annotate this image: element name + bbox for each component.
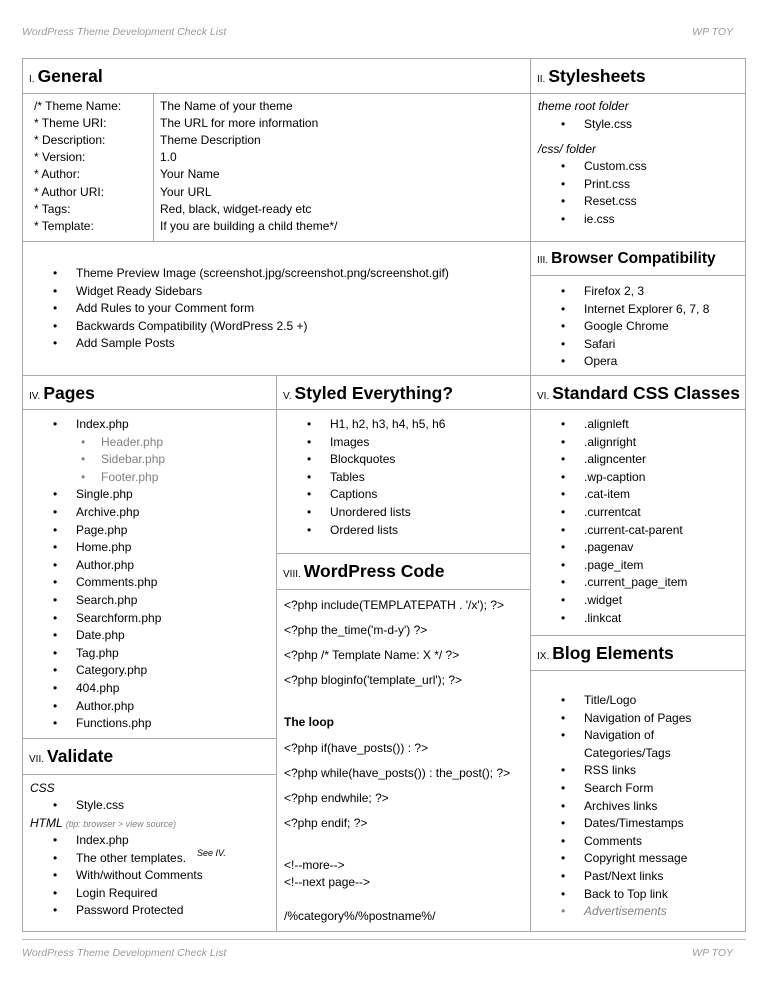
general-field-value: If you are building a child theme*/ <box>160 218 338 233</box>
pages-title: Pages <box>43 383 95 403</box>
general-field-label: * Tags: <box>34 201 71 216</box>
general-field-label: * Author: <box>34 167 81 182</box>
css-class-item: • .current-cat-parent <box>539 522 687 540</box>
browser-item: • Google Chrome <box>539 318 709 336</box>
css-class-item: • .aligncenter <box>539 451 687 469</box>
code-line-template-name: <?php /* Template Name: X */ ?> <box>284 648 460 662</box>
code-line-include: <?php include(TEMPLATEPATH . '/x'); ?> <box>284 598 505 612</box>
general-field-label: /* Theme Name: <box>34 99 122 113</box>
validate-html-item: • Password Protected <box>31 902 203 920</box>
css-class-item: • .currentcat <box>539 504 687 522</box>
code-permalink: /%category%/%postname%/ <box>284 909 436 923</box>
stylesheet-item: • ie.css <box>539 211 647 229</box>
blog-item: • Past/Next links <box>539 868 691 886</box>
general-field-label: * Author URI: <box>34 184 105 199</box>
footer-right: WP TOY <box>692 947 733 959</box>
css-classes-list <box>530 410 746 636</box>
general-field-label: * Template: <box>34 218 94 233</box>
stylesheet-item: • Print.css <box>539 176 647 194</box>
validate-title: Validate <box>47 746 114 766</box>
general-field-value: Red, black, widget-ready etc <box>160 201 312 216</box>
code-loop-title: The loop <box>284 715 334 729</box>
general-item: • Add Rules to your Comment form <box>31 300 449 318</box>
validate-html-item: • With/without Comments <box>31 867 203 885</box>
blog-item: • Back to Top link <box>539 886 691 904</box>
page-item: • Comments.php <box>31 574 165 592</box>
stylesheet-item: • Style.css <box>539 116 632 134</box>
general-item: • Add Sample Posts <box>31 335 449 353</box>
header-right: WP TOY <box>692 26 733 38</box>
general-field-label: * Version: <box>34 150 86 165</box>
validate-html-item: • Index.php <box>31 832 203 850</box>
css-class-item: • .page_item <box>539 557 687 575</box>
stylesheets-list <box>530 94 746 242</box>
page-subitem: • Header.php <box>31 434 165 452</box>
css-class-item: • .linkcat <box>539 610 687 628</box>
blog-item: • Search Form <box>539 780 691 798</box>
page-item: • Date.php <box>31 627 165 645</box>
page-item: • Archive.php <box>31 504 165 522</box>
blog-title: Blog Elements <box>552 643 674 663</box>
styled-item: • Images <box>285 434 445 452</box>
css-classes-heading: VI. Standard CSS Classes <box>530 376 746 410</box>
blog-item: • Navigation of Pages <box>539 710 691 728</box>
stylesheets-title: Stylesheets <box>548 66 646 86</box>
stylesheets-heading: II. Stylesheets <box>530 58 746 94</box>
blog-item-advertisements: • Advertisements <box>539 903 691 921</box>
page-item: • 404.php <box>31 680 165 698</box>
pages-list <box>22 410 276 739</box>
stylesheet-item: • Custom.css <box>539 158 647 176</box>
blog-list <box>530 671 746 932</box>
styled-heading: V. Styled Everything? <box>276 376 530 410</box>
code-more: <!--more--> <box>284 858 345 872</box>
code-loop-endif: <?php endif; ?> <box>284 816 368 830</box>
styled-item: • H1, h2, h3, h4, h5, h6 <box>285 416 445 434</box>
validate-html-label: HTML (tip: browser > view source) <box>30 816 177 830</box>
browser-item: • Internet Explorer 6, 7, 8 <box>539 301 709 319</box>
general-field-value: Theme Description <box>160 133 261 148</box>
page-item: • Search.php <box>31 592 165 610</box>
general-item: • Theme Preview Image (screenshot.jpg/screenshot.png/screenshot.gif) <box>31 265 449 283</box>
validate-tip: (tip: browser > view source) <box>65 819 177 829</box>
styled-item: • Unordered lists <box>285 504 445 522</box>
browser-item: • Firefox 2, 3 <box>539 283 709 301</box>
stylesheets-root-label: theme root folder <box>538 99 629 113</box>
css-class-item: • .alignright <box>539 434 687 452</box>
styled-item: • Tables <box>285 469 445 487</box>
general-field-label: * Theme URI: <box>34 116 107 131</box>
code-title: WordPress Code <box>303 561 445 581</box>
blog-item: • Title/Logo <box>539 692 691 710</box>
see-note: See IV. <box>197 848 226 858</box>
validate-heading: VII. Validate <box>22 739 276 775</box>
page-subitem: • Sidebar.php <box>31 451 165 469</box>
page-item: • Tag.php <box>31 645 165 663</box>
header-left: WordPress Theme Development Check List <box>22 26 227 38</box>
validate-css-label: CSS <box>30 781 55 795</box>
general-field-value: The URL for more information <box>160 116 319 131</box>
code-loop-if: <?php if(have_posts()) : ?> <box>284 741 429 755</box>
styled-item: • Blockquotes <box>285 451 445 469</box>
page-item: • Author.php <box>31 698 165 716</box>
blog-item: • Dates/Timestamps <box>539 815 691 833</box>
page-item: • Single.php <box>31 486 165 504</box>
general-field-label: * Description: <box>34 133 106 148</box>
blog-item: • Copyright message <box>539 850 691 868</box>
page-subitem: • Footer.php <box>31 469 165 487</box>
css-classes-title: Standard CSS Classes <box>552 383 740 403</box>
styled-list <box>276 410 530 554</box>
pages-heading: IV. Pages <box>22 376 276 410</box>
browser-item: • Opera <box>539 353 709 371</box>
general-title: General <box>37 66 103 86</box>
general-field-value: The Name of your theme <box>160 99 293 113</box>
page-item: • Category.php <box>31 662 165 680</box>
general-field-value: Your URL <box>160 184 212 199</box>
styled-item: • Ordered lists <box>285 522 445 540</box>
blog-item-continuation: Categories/Tags <box>584 745 671 760</box>
code-heading: VIII. WordPress Code <box>276 554 530 590</box>
code-nextpage: <!--next page--> <box>284 875 371 889</box>
code-loop-endwhile: <?php endwhile; ?> <box>284 791 389 805</box>
validate-html-item: • Login Required <box>31 885 203 903</box>
validate-list <box>22 775 276 932</box>
validate-html-item: • The other templates. <box>31 850 203 868</box>
page-item: • Page.php <box>31 522 165 540</box>
page-sublist-wrap <box>31 434 165 487</box>
code-line-bloginfo: <?php bloginfo('template_url'); ?> <box>284 673 463 687</box>
css-class-item: • .pagenav <box>539 539 687 557</box>
blog-item: • Navigation of <box>539 727 691 745</box>
page-item: • Home.php <box>31 539 165 557</box>
styled-title: Styled Everything? <box>294 383 454 403</box>
footer-rule <box>22 939 746 940</box>
css-class-item: • .cat-item <box>539 486 687 504</box>
browser-title: Browser Compatibility <box>551 250 716 267</box>
blog-item: • Comments <box>539 833 691 851</box>
blog-heading: IX. Blog Elements <box>530 636 746 671</box>
browser-heading: III. Browser Compatibility <box>530 242 746 276</box>
code-line-time: <?php the_time('m-d-y') ?> <box>284 623 428 637</box>
blog-item: • RSS links <box>539 762 691 780</box>
css-class-item: • .widget <box>539 592 687 610</box>
general-item: • Backwards Compatibility (WordPress 2.5 +) <box>31 318 449 336</box>
general-field-value: Your Name <box>160 167 220 182</box>
browser-list <box>530 276 746 376</box>
stylesheets-css-label: /css/ folder <box>538 142 597 156</box>
general-heading: I. General <box>22 58 530 94</box>
page-item: • Functions.php <box>31 715 165 733</box>
general-list <box>22 242 530 376</box>
css-class-item: • .wp-caption <box>539 469 687 487</box>
page-item: • Index.php <box>31 416 165 434</box>
general-theme-header-table <box>22 94 530 242</box>
general-item: • Widget Ready Sidebars <box>31 283 449 301</box>
css-class-item: • .alignleft <box>539 416 687 434</box>
page-item: • Author.php <box>31 557 165 575</box>
code-block <box>276 590 530 932</box>
css-class-item: • .current_page_item <box>539 574 687 592</box>
general-field-value: 1.0 <box>160 150 177 165</box>
footer-left: WordPress Theme Development Check List <box>22 947 227 959</box>
styled-item: • Captions <box>285 486 445 504</box>
stylesheet-item: • Reset.css <box>539 193 647 211</box>
page-item: • Searchform.php <box>31 610 165 628</box>
blog-item: • Archives links <box>539 798 691 816</box>
code-loop-while: <?php while(have_posts()) : the_post(); ?> <box>284 766 511 780</box>
browser-item: • Safari <box>539 336 709 354</box>
validate-css-item: • Style.css <box>31 797 124 815</box>
